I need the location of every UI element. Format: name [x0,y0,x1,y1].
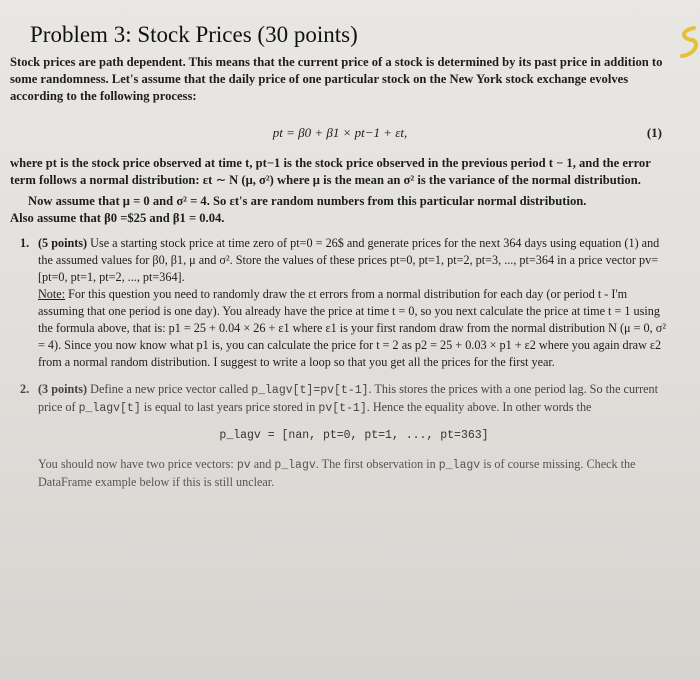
assume-paragraph-2: Also assume that β0 =$25 and β1 = 0.04. [10,211,225,225]
question-text: Use a starting stock price at time zero of pt=0 = 26$ and generate prices for the next 364 days using equation (1) and the assumed values for β0, β1, μ and σ². Store the values of these prices pt=0, pt=1, pt=2, pt=3, ..., pt=364 in a price vector pv=[pt=0, pt=1, pt=2, ..., pt=364]. [38,236,660,284]
where-paragraph: where pt is the stock price observed at time t, pt−1 is the stock price observed in the previous period t − 1, and the error term follows a normal distribution: εt ∼ N (μ, σ²) where μ is the mean an σ² is the variance of the normal distribution. [10,156,651,187]
final-text: is of course missing. Check the DataFrame example below if this is still unclear. [38,457,636,489]
code-snippet: pv[t-1] [318,402,367,415]
question-item-1 [10,235,670,371]
code-snippet: p_lagv [438,459,481,472]
question-text: . Hence the equality above. In other words the [366,400,592,414]
code-snippet: pv [236,459,251,472]
equation-row [10,117,670,151]
final-text: and [253,457,272,471]
final-text: You should now have two price vectors: [38,457,234,471]
question-number: 1. [20,236,30,250]
question-item-2 [10,381,670,491]
question-text: is equal to last years price stored in [143,400,316,414]
note-label: Note: [38,287,66,301]
question-points: (5 points) [38,236,88,250]
question-number: 2. [20,382,30,396]
final-text: . The first observation in [315,457,436,471]
final-paragraph [38,456,670,491]
assume-paragraph-1: Now assume that μ = 0 and σ² = 4. So εt's are random numbers from this particular normal distribution. [28,194,587,208]
equation-number: (1) [646,125,662,140]
scribble-mark [674,24,700,64]
problem-title: Problem 3: Stock Prices (30 points) [30,22,358,47]
lag-equation: p_lagv = [nan, pt=0, pt=1, ..., pt=363] [219,429,489,442]
code-snippet: p_lagv[t]=pv[t-1] [251,384,369,397]
code-snippet: p_lagv[t] [78,402,141,415]
code-snippet: p_lagv [274,459,316,472]
question-text: Define a new price vector called [90,382,249,396]
question-text: . This stores the prices with a one period lag. So the current price of [38,382,659,414]
question-points: (3 points) [38,382,88,396]
note-text: For this question you need to randomly draw the εt errors from a normal distribution for each day (or period t - I'm assuming that one period is one day). You already have the price at time t = 0, so you next calculate the price at time t = 1 using the formula above, that is: p1 = 25 + 0.04 × 26 + ε1 where ε1 is your first random draw from the normal distribution N (μ = 0, σ² = 4). Since you now know what p1 is, you can calculate the price for t = 2 as p2 = 25 + 0.03 × p1 + ε2 where you again draw ε2 from a normal random distribution. I suggest to write a loop so that you get all the prices for the first year. [38,287,666,369]
intro-paragraph: Stock prices are path dependent. This means that the current price of a stock is determined by its past price in addition to some randomness. Let's assume that the daily price of one particular stock on the New York stock exchange evolves according to the following process: [10,55,663,103]
question-list [10,235,670,491]
price-equation: pt = β0 + β1 × pt−1 + εt, [272,125,408,140]
